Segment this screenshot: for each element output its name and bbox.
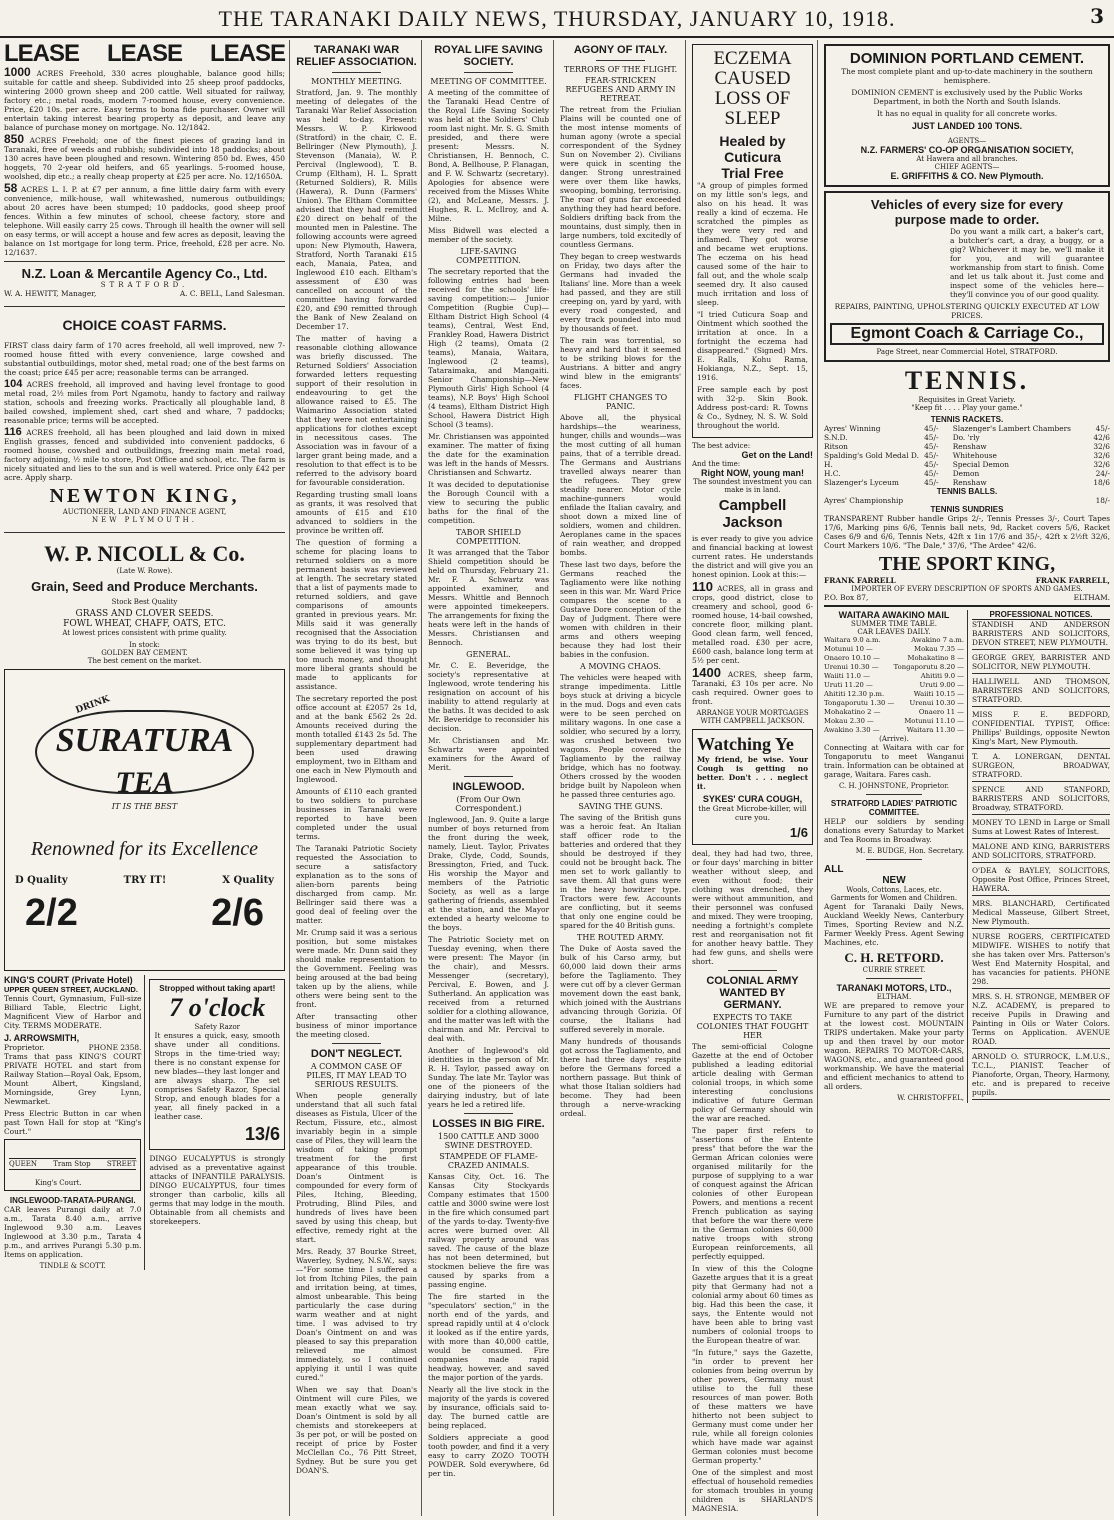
land-line: Right NOW, young man! [701,468,804,478]
nz-loan-title: N.Z. Loan & Mercantile Agency Co., Ltd. [21,266,268,281]
war-relief-heading: TARANAKI WAR RELIEF ASSOCIATION. [296,44,417,68]
racket-row: H. 45/- Special Demon 32/6 [824,460,1110,469]
professional-notice: MRS. BLANCHARD, Certificated Medical Masseuse, Gilbert Street, New Plymouth. [972,899,1110,929]
italy-heading: AGONY OF ITALY. [573,44,668,56]
eczema-heading: LOSS OF SLEEP [714,88,791,129]
professional-notice: O'DEA & BAYLEY, SOLICITORS, Opposite Post Office, Princes Street, HAWERA. [972,866,1110,896]
sport-king-names: FRANK FARRELL FRANK FARRELL, [824,576,1110,585]
choice-coast-title: CHOICE COAST FARMS. [62,317,227,333]
newspaper-title: THE TARANAKI DAILY NEWS, THURSDAY, JANUARY 10, 1918. [218,6,896,31]
kings-button: Press Electric Button in car when past Town Hall for stop at "King's Court." [4,1109,142,1136]
kings-addr: UPPER QUEEN STREET, AUCKLAND. [4,985,138,994]
article-paragraph: Miss Bidwell was elected a member of the society. [428,226,549,244]
article-paragraph: Soldiers appreciate a good tooth powder, and find it a very easy to carry ZOZO TOOTH POWDER. Sold everywhere, 6d per tin. [428,1433,549,1478]
newton-king-sub: AUCTIONEER, LAND AND FINANCE AGENT, [62,508,227,516]
mail-sub: SUMMER TIME TABLE. [850,620,938,628]
retford-line: Garments for Women and Children. [830,894,958,902]
ad-line: AGENTS— [947,137,987,145]
article-paragraph: A meeting of the committee of the Taranaki Head Centre of the Royal Life Saving Society was held at the Soldiers' Club room last night. Mr. S. G. Smith presided, and there were present: Messrs. N. Christiansen, H. Bennoch, C. Bond, A. Bellhouse, P. Flanagan, and F. W. Schwartz (secretary). Apologies for absence were received from the Misses White (2), and McLeane, Messrs. J. Hughes, R. L. McIlroy, and A. Milne. [428,88,549,223]
trial-free: Trial Free [721,165,784,181]
article-paragraph: Kansas City, Oct. 16. The Kansas City Stockyards Company estimates that 1500 cattle and 3000 swine were lost in the fire which consumed part of the yards to-day. Twenty-five acres were burned over. All railway property around was saved. The cause of the blaze has not been determined, but stockmen believe the fire was caused by sparks from a passing engine. [428,1172,549,1289]
ad-paragraph: "I tried Cuticura Soap and Ointment which soothed the irritation at once. In a fortnight the eczema had disappeared." (Signed) Mrs. E. Ralls, Kohu Rama, Hokianga, N.Z., Sept. 15, 1916. [697,310,808,382]
article-paragraph: Amounts of £110 each granted to two soldiers to purchase businesses in Taranaki were reported to have been completed under the usual terms. [296,787,417,841]
column-advertisements-right [820,40,1114,1516]
tea-qualities: D Quality TRY IT! X Quality [15,875,274,886]
professional-notice: MISS F. E. BEDFORD, CONFIDENTIAL TYPIST, Office: Phillips' Buildings, opposite Newton King's Mart, New Plymouth. [972,710,1110,749]
article-paragraph: Another of Inglewood's old identities in the person of Mr. R. H. Taylor, passed away on Sunday. The late Mr. Taylor was one of the pioneers of the dairying industry, but of late years he led a retired life. [428,1046,549,1109]
timetable-row: Onaero 10.10 — Mohakatino 8 — [824,654,964,662]
lease-item: 850 ACRES Freehold; one of the finest pieces of grazing land in Taranaki, free of weeds and rubbish; subdivided into 18 paddocks; about 130 acres have been ploughed and resown. Wintering 850 bd. Ewes, 450 hoggets, 70 2-year old heifers, and 65 yearlings. 5-roomed house, woolshed, dip etc.; a really cheap property at £25 per acre. No. 12/1650A. [4,132,285,181]
dominion-cement-ad [824,44,1110,187]
racket-row: Ritson 45/- Renshaw 32/6 [824,442,1110,451]
article-paragraph: Mrs. Ready, 37 Bourke Street, Waverley, Sydney, N.S.W., says:—"For some time I suffered a lot from Itching Piles, the pain and irritation being, at times, almost unbearable. This being particularly the case during warm weather and at night time. I was advised to try Doan's Ointment on and was pleased to say this preparation relieved me almost immediately, so I continued applying it until I was quite cured." [296,1247,417,1382]
suratura-tea-ad [4,669,285,971]
professional-notice: T. A. LONERGAN, DENTAL SURGEON, BROADWAY, STRATFORD. [972,752,1110,782]
ad-paragraph: My friend, be wise. Your Cough is getting no better. Don't . . . neglect it. [697,755,808,791]
article-paragraph: "In future," says the Gazette, "in order to prevent her colonies from being overrun by other powers, Germany must utilise to the full these resources of man power. Both of these matters we have hitherto not been subject to Germany must come under her rule, while all foreign colonies which have made war against German colonies must become German property." [692,1348,813,1465]
retford-street: CURRIE STREET. [862,966,926,974]
column-eczema-land [688,40,818,1516]
subhead: (From Our Own Correspondent.) [455,795,522,813]
retford-agent: Agent for Taranaki Daily News, Auckland Weekly News, Canterbury Times, Sporting Review and N.Z. Farmer Weekly Press. Agent Sewing Machines, etc. [824,902,964,947]
lower-right-block [824,610,1110,1103]
tea-best: IT IS THE BEST [111,802,178,811]
lower-right-left [824,610,968,1103]
ad-paragraph: Do you want a milk cart, a baker's cart, a butcher's cart, a dray, a buggy, or a gig? Whichever it may be, we'll make it for you, and will guarantee workmanship from start to finish. Come and let us talk about it. Just come and inspect some of the vehicles here—they'll convince you of our good quality. [950,227,1104,299]
ad-paragraph: is ever ready to give you advice and financial backing at lowest current rates. He understands the district and will give you an honest opinion. Look at this:— [692,534,813,579]
article-paragraph: When people generally understand that all such fatal diseases as Fistula, Ulcer of the Rectum, Fissure, etc., almost invariably begin in a simple case of Piles, they will learn the wisdom of taking prompt treatment for the first appearance of this trouble. Doan's Ointment is compounded for every form of Piles, Itching, Bleeding, Protruding, Blind Piles, and hundreds of lives have been saved by using this cheap, but effective, remedy right at the start. [296,1091,417,1244]
article-paragraph: Stratford, Jan. 9. The monthly meeting of delegates of the Taranaki War Relief Association was held to-day. Present: Messrs. W. P. Kirkwood (Stratford) in the chair, C. E. Bellringer (New Plymouth), J. Stevenson (Manaia), W. P. Percival (Inglewood), T. B. Crump (Eltham), H. L. Spratt (Returned Soldiers), R. Mills (Hawera), R. Dunn (Farmers' Union). The Eltham Committee advised that they had remitted £20 direct on behalf of the mounted men in Palestine. The following accounts were agreed upon: New Plymouth, Hawera, Stratford, North Taranaki £15 each, Manaia, Patea, and Inglewood £10 each. Eltham's assessment of £30 was cancelled on account of the committee having forwarded £20, and £90 remitted through the Bank of New Zealand on December 17. [296,88,417,331]
article-paragraph: They began to creep westwards on Friday, two days after the Germans had invaded the Italians' line. More than a week had passed, and they are still creeping on, yard by yard, with every road congested, and every track pounded into mud by thousands of feet. [560,252,681,333]
article-paragraph: The secretary reported that the following entries had been received for the schools' life-saving competition:— Junior Competition (Rugbie Cup)—Eltham District High School (4 teams), Central, West End, Frankley Road, Hawera District High (2 teams), Omata (2 teams), Manaia, Waitara, Inglewood (2 teams), Tataraimaka, and Mangaiti. Senior Championship—New Plymouth Girls' High School (4 teams), N.P. Boys' High School (4 teams), Eltham District High School, Hawera District High School (3 teams). [428,267,549,429]
patriotic-text: HELP our soldiers by sending donations every Saturday to Market and Tea Rooms in Broadway. [824,817,964,844]
article-paragraph: Mr. Christiansen and Mr. Schwartz were appointed examiners for the Award of Merit. [428,736,549,772]
motors-sig: W. CHRISTOFFEL, [897,1094,964,1102]
sport-king-imp: IMPORTER OF EVERY DESCRIPTION OF SPORTS AND GAMES. [851,585,1083,593]
ad-line: It has no equal in quality for all concrete works. [876,109,1058,118]
nicoll-line: GOLDEN BAY CEMENT. [101,649,188,657]
map-street: QUEEN Tram Stop STREET [9,1160,137,1168]
article-paragraph: Many hundreds of thousands got across the Tagliamento, and there had three days' respite before the Germans forced a northern passage. But think of what those Italian soldiers had become. They had been through a nerve-wracking ordeal. [560,1037,681,1118]
ad-paragraph: REPAIRS, PAINTING, UPHOLSTERING QUICKLY EXECUTED AT LOW PRICES. [834,302,1100,320]
lease-word-1: LEASE [4,40,80,67]
choice-farm-item: 104 ACRES freehold, all improved and having level frontage to good metal road, 2½ miles from Port Ngamotu, handy to factory and railway station, schools and freezing works. Practically all ploughable land, 8 bailed cowshed, implement shed, cart shed and whare, 7 paddocks; reasonable price; terms will be accepted. [4,378,285,425]
mail-timetable [824,636,964,735]
article-paragraph: The rain was torrential, so heavy and hard that it seemed to be striking blows for the Austrians. A bitter and angry wind blew in the emigrants' faces. [560,336,681,390]
big-fire-heading: LOSSES IN BIG FIRE. [432,1118,545,1130]
sundries-text: TRANSPARENT Rubber handle Grips 2/-, Tennis Presses 3/-, Court Tapes 17/6, Marking pins 6/6, Tennis ball nets, 9d, Racket covers 5/6, Racket Cases 6/9 and 6/6, Tennis Nets, 42ft x 1in 17/6 and 35/-, 42ft x 2½ft 32/6, Court Markers 10/6. "The Dale," 37/6, "The Ardee" 42/6. [824,514,1110,550]
racket-row: Ayres' Winning 45/- Slazenger's Lambert Chambers 45/- [824,424,1110,433]
article-paragraph: After transacting other business of minor importance the meeting closed. [296,1012,417,1039]
retford-line: Wools, Cottons, Laces, etc. [846,886,942,894]
kings-text: Tennis Court, Gymnasium, Full-size Billiard Table, Electric Light, Magnificent View of Harbor and City. TERMS MODERATE. [4,994,142,1030]
timetable-row: Ahititi 12.30 p.m. Waiiti 10.15 — [824,690,964,698]
ad-line: The most complete plant and up-to-date machinery in the southern hemisphere. [841,67,1093,85]
article-paragraph: Mr. Christiansen was appointed examiner. The matter of fixing the date for the examination was left in the hands of Messrs. Christiansen and Schwartz. [428,432,549,477]
lease-item: 1000 ACRES Freehold, 330 acres ploughable, balance good hills; suitable for cattle and sheep. Subdivided into 25 sheep proof paddocks, wintering 2000 grown sheep and 200 cattle. Well situated for railway, factory etc.; metal roads, modern 7-roomed house, every convenience. Price, £20 10s. per acre. Easy terms to bona fide purchaser. Owner will entertain taking interest bearing property as deposit, and leave any balance of purchase money on mortgage. No. 12/1842. [4,65,285,132]
subhead: GENERAL. [466,650,511,659]
timetable-row: Motunui 10 — Mokau 7.35 — [824,645,964,653]
war-relief-subhead: MONTHLY MEETING. [311,77,402,86]
ad-paragraph: "A group of pimples formed on my little son's legs, and also on his head. It was really a kind of eczema. He scratched the pimples as they were very red and inflamed. They got worse and became wet eruptions. The eczema on his head caused some of the hair to fall out, and the whole scalp seemed dry. It also caused much irritation and loss of sleep. [697,181,808,307]
subhead: MEETING OF COMMITTEE. [430,77,547,86]
subhead: TABOR SHIELD COMPETITION. [455,528,521,546]
notices-list [972,620,1110,1100]
sykes-brand: SYKES' CURA COUGH, [702,794,803,804]
nicoll-line: FOWL WHEAT, CHAFF, OATS, ETC. [63,619,226,629]
article-paragraph: The matter of having a reasonable clothing allowance was briefly discussed. The Returned Soldiers' Association forwarded letters requesting support of their resolution in endeavouring to get the allowance raised to £5. The Waimarino Association stated that they were not entertaining applications for clothes except in necessitous cases. The Association was in favour of a larger grant being made, and a resolution to that effect is to be referred to the advisory board for favourable consideration. [296,334,417,487]
mail-car: CAR LEAVES DAILY. [857,628,931,636]
column-life-saving [424,40,554,1516]
article-paragraph: Mr. Crump said it was a serious position, but some mistakes were made. Mr. Dunn said they should make representation to the Government. Feeling was being aroused at the bad being taken up by the aliens, while others were being sent to the front. [296,928,417,1009]
land-line: Get on the Land! [741,450,813,460]
razor-sub: Safety Razor [194,1023,241,1031]
ad-line: DOMINION CEMENT is exclusively used by the Public Works Department, in both the North and South Islands. [851,88,1083,106]
racket-row: H.C. 45/- Demon 24/- [824,469,1110,478]
subhead: SAVING THE GUNS. [578,802,663,811]
nicoll-line: At lowest prices consistent with prime quality. [62,629,227,637]
inglewood-car-title: INGLEWOOD-TARATA-PURANGI. [9,1196,136,1205]
tennis-rackets-list [824,424,1110,487]
ad-line: N.Z. FARMERS' CO-OP ORGANISATION SOCIETY, [860,145,1074,155]
newton-king-name: NEWTON KING, [49,485,240,507]
nicoll-line: In stock: [129,641,160,649]
balls-heading: TENNIS BALLS. [936,487,998,496]
land-line: The best advice: [692,442,751,450]
nicoll-line: The best cement on the market. [87,657,202,665]
tea-word: TEA [115,766,174,799]
cuticura-ad [692,44,813,438]
sykes-price: 1/6 [789,825,808,840]
article-paragraph: The retreat from the Friulian Plains will be counted one of the most intense moments of human agony (wrote a special correspondent of the Sydney Sun on November 2). Civilians were quick in scenting the danger. Strong unrestrained were over them like hawks, swooping, bombing, terrorising. The roar of guns far exceeded anything they had heard before. Soldiers drifting back from the mountains, dust simply, then in large numbers, told excitedly of countless Germans. [560,105,681,249]
retford-all: ALL [824,864,844,875]
retford-name: C. H. RETFORD. [844,950,944,965]
article-paragraph: deal, they had had two, three, or four days' marching in bitter weather without sleep, and even without food; their clothing was drenched, they were without ammunition, and their personnel was confused and mixed. They were trooping, needing a fortnight's complete rest and reorganisation not fit for another heavy battle. They had few guns, and shells were short. [692,849,813,966]
lease-word-2: LEASE [106,40,182,67]
article-paragraph: The vehicles were heaped with strange impedimenta. Little boys stuck at driving a bicycle in the mud. Dogs and even cats were to be seen perched on military wagons. In one case a soldier, who secured by a lorry, was crushed between two wagons. People covered the Tagliamento by the railway bridge, which has no footway. Others crossed by the wooden bridge built by Napoleon when he passed three centuries ago. [560,673,681,799]
column-agony-of-italy [556,40,686,1516]
article-paragraph: In view of this the Cologne Gazette argues that it is a great pity that Germany had not a colonial army about 60 times as big. Had this been the case, it says, the Entente would not have been able to bring vast numbers of colonial troops to the European theatre of war. [692,1264,813,1345]
article-paragraph: These last two days, before the Germans reached the Tagliamento were like nothing seen in this war. Mr. Ward Price compares the scene to a Gustave Dore conception of the Day of Judgment. There were women with children in their arms and others weeping because they had lost their babies in the confusion. [560,560,681,659]
nicoll-line: GRASS AND CLOVER SEEDS. [75,609,214,619]
professional-notice: MALONE AND KING, BARRISTERS AND SOLICITORS, STRATFORD. [972,842,1110,863]
mail-prop: C. H. JOHNSTONE, Proprietor. [838,782,950,790]
professional-notice: HALLIWELL AND THOMSON, BARRISTERS AND SOLICITORS, STRATFORD. [972,677,1110,707]
ad-line: E. GRIFFITHS & CO. New Plymouth. [890,171,1044,181]
dont-neglect-heading: DON'T NEGLECT. [310,1048,403,1060]
tea-brand: SURATURA [55,722,234,759]
piles-subhead: A COMMON CASE OF PILES, IT MAY LEAD TO SERIOUS RESULTS. [306,1062,407,1089]
eczema-heading: ECZEMA CAUSED [713,48,792,89]
racket-row: S.N.D. 45/- Do. 'rly 42/6 [824,433,1110,442]
choice-farm-item: FIRST class dairy farm of 170 acres freehold, all well improved, new 7-roomed house fitted with every convenience, large cowshed and substantial outbuildings, motor shed, metal road; one of the best farms on the coast; price £45 per acre; reasonable terms can be arranged. [4,341,285,377]
professional-notice: NURSE ROGERS, CERTIFICATED MIDWIFE. WISHES to notify that she has taken over Mrs. Patterson's West End Maternity Hospital, and has vacancies for patients. PHONE 298. [972,932,1110,989]
sport-king-box: P.O. Box 87, ELTHAM. [824,593,1110,602]
professional-notice: STANDISH AND ANDERSON BARRISTERS AND SOLICITORS, DEVON STREET, NEW PLYMOUTH. [972,620,1110,650]
seven-oclock-ad [149,975,285,1270]
mortgage-line: ARRANGE YOUR MORTGAGES WITH CAMPBELL JACKSON. [696,709,809,725]
land-line: The soundest investment you can make is in land. [693,478,812,494]
inglewood-heading: INGLEWOOD. [452,781,525,793]
map-kings-court: King's Court. [35,1179,82,1187]
retford-new: NEW [882,875,906,886]
egmont-coach-ad [824,191,1110,362]
nicoll-late: (Late W. Rowe). [116,567,173,575]
article-paragraph: Nearly all the live stock in the majority of the yards is covered by insurance, officials said to-day. The burned cattle are being replaced. [428,1385,549,1430]
timetable-row: Mokau 2.30 — Motunui 11.10 — [824,717,964,725]
professional-notice: GEORGE GREY, BARRISTER AND SOLICITOR, NEW PLYMOUTH. [972,653,1110,674]
ad-line: At Hawera and all branches. [916,155,1018,163]
razor-price: 13/6 [244,1124,280,1144]
inglewood-car-firm: TINDLE & SCOTT. [39,1262,106,1270]
article-paragraph: It was decided to deputationise the Borough Council with a view to securing the public baths for the final of the competition. [428,480,549,525]
kings-court-ad [4,975,145,1270]
ad-paragraph: the Great Microbe-killer, will cure you. [698,804,807,822]
subhead: LIFE-SAVING COMPETITION. [456,247,521,265]
championship-row: Ayres' Championship 18/- [824,496,1110,505]
egmont-heading: Vehicles of every size for every [870,197,1064,212]
kings-prop: Proprietor. PHONE 2358. [4,1043,142,1052]
motors-text: WE are prepared to remove your Furniture to any part of the district at the lowest cost. MOUNTAIN TRIPS undertaken. Make your party up and then travel by our motor wagon. REPAIRS TO MOTOR-CARS, WAGONS, etc., and guaranteed good workmanship. We have the material and efficient mechanics to attend to all orders. [824,1001,964,1091]
subhead: EXPECTS TO TAKE COLONIES THAT FOUGHT HER [696,1013,809,1040]
tennis-heading: TENNIS. [904,366,1030,395]
timetable-row: Waitara 9.0 a.m. Awakino 7 a.m. [824,636,964,644]
mail-heading: WAITARA AWAKINO MAIL [838,610,950,620]
dingo-ad: DINGO EUCALYPTUS is strongly advised as a preventative against attacks of INFANTILE PARALYSIS. DINGO EUCALYPTUS, four times stronger than carbolic, kills all germs that may lodge in the mouth. Obtainable from all chemists and storekeepers. [149,1154,285,1226]
page-number: 3 [1090,4,1104,28]
masthead [0,0,1114,38]
article-paragraph: It was arranged that the Tabor Shield competition should be held on Thursday, February 21. Mr. F. A. Schwartz was appointed examiner, and Messrs. Whittle and Bennoch were appointed timekeepers. The arrangements for fixing the heats were left in the hands of Messrs. Christiansen and Bennoch. [428,548,549,647]
article-paragraph: The secretary reported the post office account at £2057 2s 1d, and at the bank £562 2s 2d. Amounts received during the month totalled £143 2s 5d. The supplementary department had been used drawing employment, two in Eltham and one each in New Plymouth and Inglewood. [296,694,417,784]
life-saving-heading: ROYAL LIFE SAVING SOCIETY. [434,44,543,68]
newton-king-town: NEW PLYMOUTH. [92,516,197,524]
article-paragraph: When we say that Doan's Ointment will cure Piles, we mean exactly what we say. Doan's Ointment is sold by all chemists and storekeepers at 3s per pot, or will be posted on receipt of price by Foster McClellan Co., 76 Pitt Street, Sydney. But be sure you get DOAN'S. [296,1385,417,1475]
racket-row: Slazenger's Lyceum 45/- Renshaw 18/6 [824,478,1110,487]
razor-brand: 7 o'clock [169,993,266,1022]
nz-loan-staff: W. A. HEWITT, Manager, A. C. BELL, Land Salesman. [4,289,285,298]
egmont-heading: purpose made to order. [894,212,1040,227]
article-paragraph: The semi-official Cologne Gazette at the end of October published a leading editorial article dealing with German colonial troops, in which some interesting conclusions indicative of future German policy of Germany should win the war are reached. [692,1042,813,1123]
tea-drink: DRINK [74,694,112,716]
professional-notice: SPENCE AND STANFORD, BARRISTERS AND SOLICITORS, Broadway, STRATFORD. [972,785,1110,815]
column-advertisements-left [0,40,290,1516]
timetable-row: Tongaporutu 1.30 — Urenui 10.30 — [824,699,964,707]
colonial-army-heading: COLONIAL ARMY WANTED BY GERMANY. [706,975,799,1011]
razor-head: Stropped without taking apart! [159,984,276,993]
kings-trams: Trams that pass KING'S COURT PRIVATE HOTEL and start from Railway Station—Royal Oak, Epsom, Mount Albert, Kingsland, Morningside, Grey Lynn, Newmarket. [4,1052,142,1106]
nicoll-name: W. P. NICOLL & Co. [44,541,245,566]
subhead: 1500 CATTLE AND 3000 SWINE DESTROYED. [438,1132,539,1150]
racket-row: Spalding's Gold Medal D. 45/- Whitehouse 32/6 [824,451,1110,460]
ad-line: JUST LANDED 100 TONS. [911,121,1023,131]
article-paragraph: The fire started in the "speculators' section," in the north end of the yards, and spread rapidly until at 4 o'clock it looked as if the entire yards, with more than 40,000 cattle, would be consumed. Fire companies made rapid headway, however, and saved the major portion of the yards. [428,1292,549,1382]
timetable-row: Urenui 10.30 — Tongaporutu 8.20 — [824,663,964,671]
razor-text: It ensures a quick, easy, smooth shave under all conditions. Strops in the time-tried way; there is no constant expense for new blades—they last longer and are always sharp. The set comprises Safety Razor, Special Strop, and enough blades for a year, all finely packed in a leather case. [154,1031,280,1121]
article-paragraph: The Patriotic Society met on Tuesday evening, when there were present: The Mayor (in the chair), and Messrs. Messenger (secretary), Percival, E. Bowen, and J. Sutherland. An application was received from a returned soldier for a clothing allowance, and the matter was left with the chairman and Mr. Percival to deal with. [428,935,549,1043]
tea-renowned: Renowned for its Excellence [30,838,259,860]
cuticura-heading: Healed by Cuticura [719,133,786,165]
campbell-jackson-name: Campbell Jackson [718,497,787,531]
subhead: STAMPEDE OF FLAME-CRAZED ANIMALS. [439,1152,538,1170]
article-paragraph: Mr. C. E. Beveridge, the society's representative at Inglewood, wrote tendering his resignation on account of his inability to attend regularly at the baths. It was decided to ask Mr. Beveridge to reconsider his decision. [428,661,549,733]
professional-notice: MRS. S. H. STRONGE, MEMBER OF N.Z. ACADEMY, is prepared to receive Pupils in Drawing and Painting in Oils or Water Colors. Terms on Application. AVENUE ROAD. [972,992,1110,1049]
lease-word-3: LEASE [209,40,285,67]
timetable-row: Waiiti 11.0 — Ahititi 9.0 — [824,672,964,680]
rackets-heading: TENNIS RACKETS. [930,415,1004,424]
article-paragraph: The paper first refers to "assertions of the Entente press" that before the war the German African colonies were organised militarily for the purpose of supplying to a war of conquest against the African colonies of other European Powers, and mentions a recent French publication as saying that before the war there were in the German colonies 60,000 native troops with strong European reinforcements, all perfectly equipped. [692,1126,813,1261]
subhead: FLIGHT CHANGES TO PANIC. [573,393,668,411]
subhead: A MOVING CHAOS. [580,662,661,671]
tennis-sub: Requisites in Great Variety. [918,396,1016,404]
land-item: 110 ACRES, all in grass and crops, good district, close to creamery and school, good 6-roomed house, 14-bail cowshed, concrete floor, milking plant. Good clean farm, well fenced, metalled road. £30 per acre, £600 cash, balance long term at 5½ per cent. [692,579,813,665]
lease-heading [4,40,285,68]
column-war-relief [292,40,422,1516]
article-paragraph: Inglewood, Jan. 9. Quite a large number of boys returned from the front during the week, namely, Lieut. Taylor, Privates Drake, Clyde, Codd, Sounds, Bressington, Fried, and Tuck. His worship the Mayor and members of the Patriotic Society, as well as a large gathering of friends, assembled at the station, and the Mayor extended a hearty welcome to the boys. [428,815,549,932]
watching-heading: Watching Ye [697,734,794,754]
patriotic-heading: STRATFORD LADIES' PATRIOTIC COMMITTEE. [830,799,958,817]
lower-right-right [972,610,1110,1103]
lease-item: 58 ACRES L. I. P. at £7 per annum, a fine little dairy farm with every convenience, milk-house, wall whitewashed, numerous outbuildings; about 20 acres have been stumped; 10 paddocks, good sheep proof fences. Within a few minutes of school, cheese factory, store and telephone. Will easily carry 25 cows. Through ill health the owner will sell on easy terms, or will accept a house and few acres as deposit, leaving the balance on 1st mortgage for long term. Price, freehold, £28 per acre. No. 12/1637. [4,181,285,257]
kings-owner: J. ARROWSMITH, [4,1033,80,1043]
nicoll-stock: Stock Best Quality [111,598,178,606]
cement-heading: DOMINION PORTLAND CEMENT. [849,50,1085,67]
tennis-keep: "Keep fit . . . . Play your game." [911,404,1023,412]
inglewood-car-text: CAR leaves Purangi daily at 7.0 a.m., Tarata 8.40 a.m., arrive Inglewood 9.30 a.m. Leaves Inglewood at 3.30 p.m., Tarata 4 p.m., and arrives Purangi 5.30 p.m. Items on application. [4,1205,142,1259]
motors-town: ELTHAM. [876,993,912,1001]
timetable-row: Mohakatino 2 — Onaero 11 — [824,708,964,716]
mail-conn: Connecting at Waitara with car for Tongaporutu to meet Wanganui train. Information can be obtained at garage, Waitara. Fares cash. [824,743,964,779]
egmont-addr: Page Street, near Commercial Hotel, STRATFORD. [876,348,1058,356]
timetable-row: Uruti 11.20 — Uruti 9.00 — [824,681,964,689]
article-paragraph: The question of forming a scheme for placing loans to returned soldiers on a more permanent basis was reviewed at length. The secretary stated that a list of payments made to returned soldiers, and gave comparisons of amounts granted in previous years. Mr. Mills said it was generally recognised that the Association was trying to do its best, but some believed it was tying up too much money, and thought more liberal grants should be made to applicants for assistance. [296,538,417,691]
sykes-cough-ad [692,729,813,845]
tea-prices: 2/2 2/6 [25,892,264,934]
ad-line: CHIEF AGENTS— [934,163,1000,171]
sundries-heading: TENNIS SUNDRIES [930,505,1004,514]
kings-title: KING'S COURT (Private Hotel) [4,975,133,985]
article-paragraph: The Taranaki Patriotic Society requested the Association to secure a satisfactory explanation as to the sons of alien-born parents being discharged from camp. Mr. Bellringer said there was a good deal of feeling over the matter. [296,844,417,925]
kings-map [4,1139,141,1191]
article-paragraph: The Duke of Aosta saved the bulk of his Carso army, but 60,000 laid down their arms before the Tagliamento. They were cut off by a clever German movement down the east bank, which joined with the Austrians advancing through Gorizia. Of course, the Italians had suffered severely in morale. [560,944,681,1034]
subhead: FEAR-STRICKEN REFUGEES AND ARMY IN RETREAT. [565,76,676,103]
choice-farm-item: 116 ACRES freehold, all has been ploughed and laid down in mixed English grasses, fenced and subdivided into convenient paddocks, 6 roomed house, cowshed and outbuildings, freezing main metal road, factory adjoining, ½ mile to store, Post Office and school, etc. The farm is nicely situated and lies to the sun and is well watered. Price only £42 per acre. Apply sharp. [4,426,285,482]
subhead: THE ROUTED ARMY. [577,933,664,942]
bottom-ads-row [4,975,285,1270]
motors-heading: TARANAKI MOTORS, LTD., [836,983,952,993]
land-line: And the time: [692,460,741,468]
notices-heading: PROFESSIONAL NOTICES. [972,610,1110,620]
sport-king-heading: THE SPORT KING, [878,553,1056,575]
ad-paragraph: Free sample each by post with 32-p. Skin Book. Address post-card: R. Towns & Co., Sydney, N. S. W. Sold throughout the world. [697,385,808,430]
mail-arrive: (Arrive). [879,735,909,743]
professional-notice: ARNOLD O. STURROCK, L.M.U.S., T.C.L., PIANIST. Teacher of Pianoforte, Organ, Theory, Harmony, etc. and is prepared to receive pupils. [972,1052,1110,1100]
article-paragraph: One of the simplest and most effectual of household remedies for stomach troubles in young children is SHARLAND'S MAGNESIA. [692,1468,813,1513]
professional-notice: MONEY TO LEND in Large or Small Sums at Lowest Rates of Interest. [972,818,1110,839]
land-item: 1400 ACRES, sheep farm, Taranaki, £3 10s per acre. No cash required. Owner goes to front. [692,665,813,706]
article-paragraph: Above all, the physical hardships—the weariness, hunger, chills and wounds—was the most cutting of all human pains, that of a terrible dread. The Germans and Austrians travelled always nearer than the refugees. They grew steadily nearer. Motor cycle machine-gunners would enfilade the Italian cavalry, and shoot down a mixed line of soldiers, women and children. Aeroplanes came in the spaces of rain weather, and dropped bombs. [560,413,681,557]
article-paragraph: The saving of the British guns was a heroic feat. An Italian staff officer rode to the batteries and ordered that they should be destroyed if they could not be brought back. The men set to work gallantly to save them. All that guns were in the heavy howitzer type. Tractors were few. Accounts are conflicting, but it seems that only one engine could be spared for the 40 British guns. [560,813,681,930]
nicoll-trade: Grain, Seed and Produce Merchants. [31,579,258,594]
patriotic-sig: M. E. BUDGE, Hon. Secretary. [855,847,964,855]
nz-loan-place: STRATFORD. [100,281,189,289]
subhead: TERRORS OF THE FLIGHT. [563,65,678,74]
timetable-row: Awakino 3.30 — Waitara 11.30 — [824,726,964,734]
article-paragraph: Regarding trusting small loans as grants, it was resolved that amounts of £15 and £10 advanced to soldiers in the province be written off. [296,490,417,535]
egmont-name: Egmont Coach & Carriage Co., [830,323,1104,345]
